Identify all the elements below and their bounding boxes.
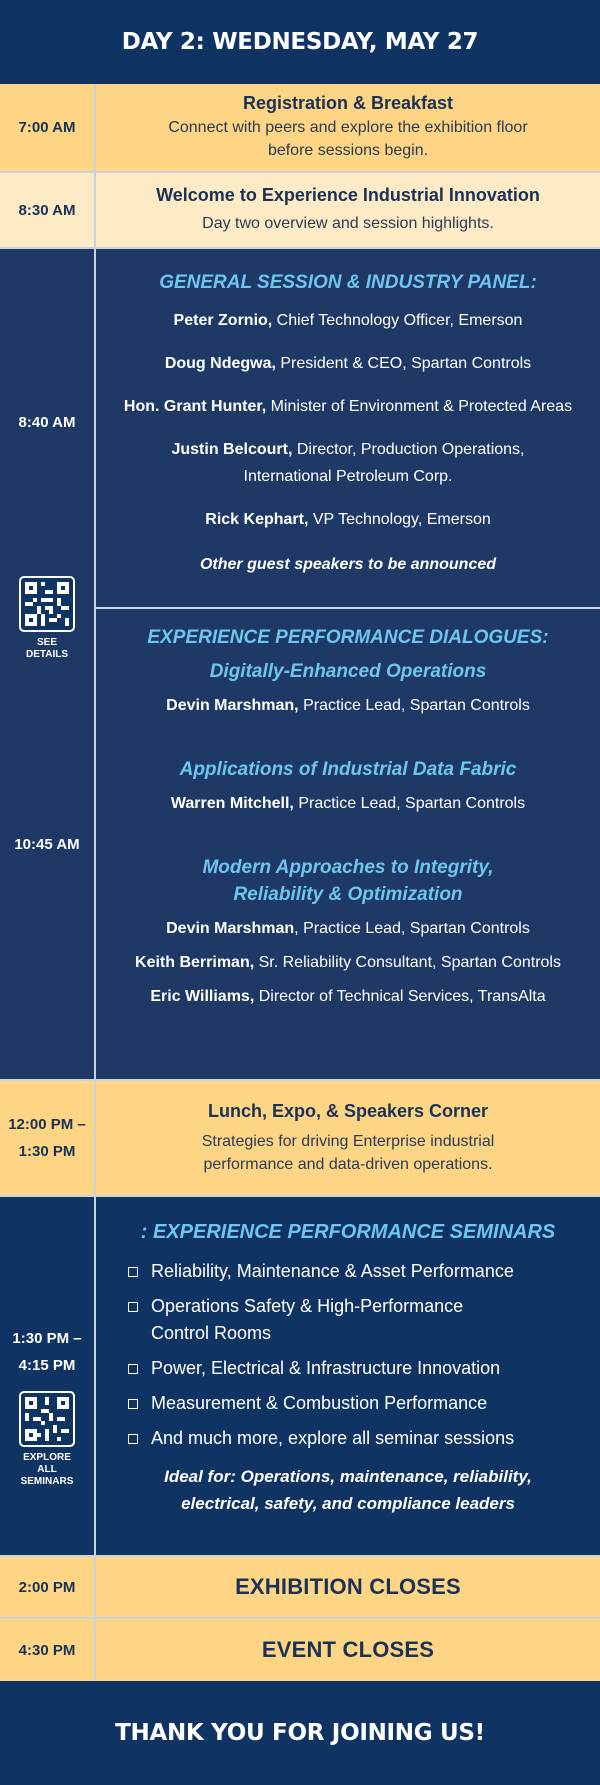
speaker-role: President & CEO, Spartan Controls [275, 355, 532, 372]
seminar-item [128, 1390, 568, 1417]
speaker [171, 436, 524, 463]
title-line: Modern Approaches to Integrity, [202, 857, 494, 878]
time-cell [0, 1557, 96, 1617]
session-description: Day two overview and session highlights. [202, 215, 494, 232]
speaker-role: Minister of Environment & Protected Areas [266, 398, 573, 415]
speaker-role: Chief Technology Officer, Emerson [272, 312, 523, 329]
checkbox-icon [128, 1364, 138, 1374]
session-title: Lunch, Expo, & Speakers Corner [207, 1100, 489, 1121]
speaker-name: Rick Kephart, [205, 511, 309, 528]
caption-line: DETAILS [25, 649, 69, 660]
performance-dialogues [96, 609, 600, 1079]
checkbox-icon [128, 1434, 138, 1444]
speaker-role: VP Technology, Emerson [308, 511, 491, 528]
session-content [96, 1081, 600, 1195]
qr-icon [25, 1397, 69, 1441]
speaker-name: Doug Ndegwa, [164, 355, 276, 372]
desc-line: before sessions begin. [267, 142, 429, 159]
caption-line: EXPLORE [23, 1451, 71, 1463]
seminar-text: Reliability, Maintenance & Asset Performance [151, 1261, 514, 1281]
desc-line: performance and data-driven operations. [203, 1155, 493, 1173]
speaker [166, 692, 530, 719]
session-title: Welcome to Experience Industrial Innovation [156, 185, 540, 205]
speaker [165, 350, 531, 377]
announcement-note: Other guest speakers to be announced [199, 556, 497, 573]
time-label: 1:30 PM – [12, 1329, 82, 1347]
seminar-text: Operations Safety & High-Performance Control Rooms [151, 1296, 464, 1343]
audience-note [164, 1463, 532, 1517]
speaker-role: Director, Production Operations, [292, 441, 525, 458]
speaker-name: Eric Williams, [150, 988, 255, 1005]
session-content [96, 1557, 600, 1617]
section-heading: EXPERIENCE PERFORMANCE DIALOGUES: [147, 627, 549, 648]
session-content [96, 1197, 600, 1555]
session-content [96, 84, 600, 171]
time-cell [0, 1081, 96, 1195]
speaker-name: Peter Zornio, [173, 312, 273, 329]
speaker-name: Keith Berriman, [135, 954, 255, 971]
session-title: EXHIBITION CLOSES [235, 1574, 461, 1599]
dialogue-title: Applications of Industrial Data Fabric [179, 759, 517, 780]
seminar-item [128, 1258, 568, 1285]
time-cell [0, 84, 96, 171]
desc-line: Connect with peers and explore the exhibition floor [168, 119, 528, 136]
time-label: 8:40 AM [18, 414, 76, 431]
agenda-row-seminars [0, 1197, 600, 1557]
agenda-row-registration [0, 84, 600, 173]
thank-you-footer [0, 1681, 600, 1785]
time-label-group [12, 1325, 81, 1379]
time-label: 4:15 PM [18, 1356, 76, 1374]
section-heading: : EXPERIENCE PERFORMANCE SEMINARS [140, 1221, 556, 1243]
speaker-name: Hon. Grant Hunter, [123, 398, 267, 415]
day-header [0, 0, 600, 84]
speaker [135, 949, 561, 976]
speaker [205, 506, 490, 533]
time-label: 4:30 PM [18, 1641, 76, 1659]
caption-line: ALL [37, 1463, 57, 1475]
time-label: 2:00 PM [18, 1578, 76, 1596]
seminar-item [128, 1425, 568, 1452]
seminar-text: Measurement & Combustion Performance [151, 1393, 488, 1413]
caption-line: SEMINARS [20, 1475, 74, 1487]
time-cell [18, 249, 76, 660]
section-heading: GENERAL SESSION & INDUSTRY PANEL: [159, 272, 537, 293]
speaker [174, 307, 523, 334]
seminar-text: Power, Electrical & Infrastructure Innovation [151, 1358, 501, 1378]
session-content [96, 1619, 600, 1681]
time-label: 1:30 PM [18, 1143, 76, 1160]
speaker [171, 790, 525, 817]
agenda-row-welcome [0, 173, 600, 249]
time-cell [0, 1197, 96, 1555]
speaker-role: Director of Technical Services, TransAlta [254, 988, 546, 1005]
agenda-row-lunch [0, 1079, 600, 1197]
agenda-row-exhibition-closes [0, 1557, 600, 1619]
time-label: 12:00 PM – [8, 1116, 86, 1133]
session-title: Registration & Breakfast [242, 93, 454, 113]
time-label: 10:45 AM [14, 835, 80, 853]
desc-line: Strategies for driving Enterprise industrial [201, 1132, 495, 1150]
qr-caption [21, 1452, 74, 1488]
sessions-content [96, 249, 600, 1079]
session-description [168, 116, 527, 162]
agenda-block-sessions [0, 249, 600, 1079]
time-label: 8:30 AM [18, 201, 76, 219]
note-line: electrical, safety, and compliance leaders [181, 1494, 515, 1513]
speaker-name: Devin Marshman, [166, 697, 299, 714]
day-title: DAY 2: WEDNESDAY, MAY 27 [121, 29, 479, 55]
checkbox-icon [128, 1302, 138, 1312]
speaker [150, 983, 545, 1010]
title-line: Reliability & Optimization [233, 884, 463, 905]
session-content [96, 173, 600, 247]
time-cell [14, 609, 79, 1079]
checkbox-icon [128, 1267, 138, 1277]
time-cell [0, 1619, 96, 1681]
speaker-role: Practice Lead, Spartan Controls [298, 697, 530, 714]
speaker-role: , Practice Lead, Spartan Controls [294, 920, 530, 937]
general-session [96, 249, 600, 609]
dialogue-title [202, 854, 493, 908]
checkbox-icon [128, 1399, 138, 1409]
speaker-role-cont: International Petroleum Corp. [243, 468, 453, 485]
seminar-item [128, 1293, 568, 1347]
note-line: Ideal for: Operations, maintenance, reliability, [164, 1467, 532, 1486]
speaker-name: Warren Mitchell, [170, 795, 294, 812]
qr-code-explore-seminars[interactable] [19, 1391, 75, 1447]
session-description [202, 1130, 495, 1176]
time-label: 7:00 AM [18, 119, 76, 136]
thank-you-text: THANK YOU FOR JOINING US! [115, 1720, 485, 1746]
speaker-name: Devin Marshman [166, 920, 295, 937]
session-title: EVENT CLOSES [261, 1637, 435, 1662]
dialogue-title: Digitally-Enhanced Operations [209, 661, 487, 682]
agenda-row-event-closes [0, 1619, 600, 1681]
speaker [166, 915, 530, 942]
seminar-text: And much more, explore all seminar sessions [151, 1428, 515, 1448]
caption-line: SEE [36, 637, 57, 648]
time-cell [0, 173, 96, 247]
time-column [0, 249, 96, 1079]
speaker-role: Practice Lead, Spartan Controls [293, 795, 526, 812]
speaker-name: Justin Belcourt, [171, 441, 293, 458]
speaker [124, 393, 572, 420]
seminar-list [128, 1250, 568, 1452]
seminar-item [128, 1355, 568, 1382]
speaker-role: Sr. Reliability Consultant, Spartan Controls [254, 954, 561, 971]
